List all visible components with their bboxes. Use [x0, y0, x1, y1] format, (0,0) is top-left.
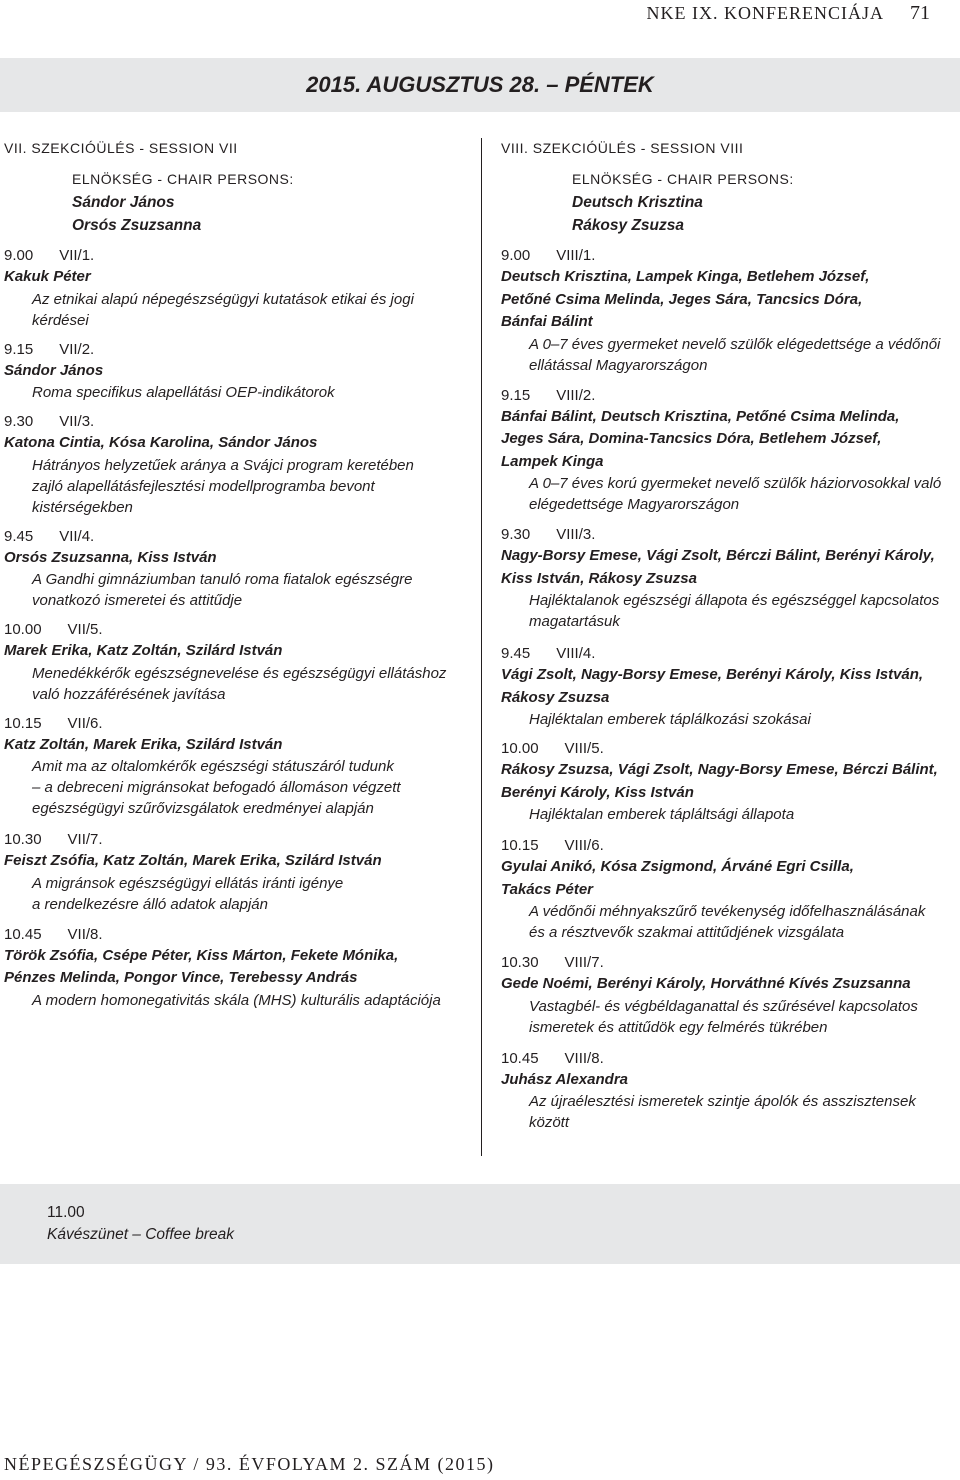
- item-authors: Pénzes Melinda, Pongor Vince, Terebessy András: [4, 969, 358, 986]
- item-time: 10.15: [501, 837, 539, 854]
- program-item: [4, 713, 474, 820]
- item-time-row: [4, 339, 474, 360]
- item-authors: Rákosy Zsuzsa, Vági Zsolt, Nagy-Borsy Emese, Bérczi Bálint,: [501, 761, 938, 778]
- column-divider: [481, 138, 482, 1156]
- item-time: 10.30: [4, 831, 42, 848]
- day-banner: 2015. AUGUSZTUS 28. – PÉNTEK: [0, 58, 960, 112]
- item-title: Roma specifikus alapellátási OEP-indikátorok: [32, 384, 335, 401]
- item-authors: Petőné Csima Melinda, Jeges Sára, Tancsics Dóra,: [501, 290, 863, 308]
- program-item: [501, 245, 951, 376]
- item-code: VII/1.: [59, 247, 95, 264]
- program-item: [501, 952, 951, 1038]
- item-authors: Török Zsófia, Csépe Péter, Kiss Márton, Fekete Mónika,: [4, 946, 399, 964]
- chair-block-left: [72, 168, 294, 237]
- item-authors: Gede Noémi, Berényi Károly, Horváthné Kívés Zsuzsanna: [501, 975, 911, 992]
- item-time-row: [4, 619, 474, 640]
- item-time: 10.45: [4, 925, 42, 943]
- item-time: 10.45: [501, 1049, 539, 1067]
- item-authors: Vági Zsolt, Nagy-Borsy Emese, Berényi Károly, Kiss István,: [501, 666, 924, 683]
- item-authors: Feiszt Zsófia, Katz Zoltán, Marek Erika, Szilárd István: [4, 852, 382, 869]
- item-title: ismeretek és attitűdök egy felmérés tükrében: [529, 1018, 828, 1036]
- session-items-left: [4, 245, 474, 1011]
- program-item: [4, 829, 474, 915]
- session-heading-left: VII. SZEKCIÓÜLÉS - SESSION VII: [4, 140, 238, 156]
- page-number: 71: [910, 2, 930, 24]
- item-code: VIII/5.: [564, 740, 604, 757]
- item-time-row: [4, 245, 474, 266]
- item-time-row: [4, 924, 474, 945]
- item-title: zajló alapellátásfejlesztési modellprogramba bevont: [32, 477, 375, 495]
- item-time-row: [501, 245, 951, 266]
- item-time-row: [4, 411, 474, 432]
- item-title: A migránsok egészségügyi ellátás iránti igénye: [32, 874, 344, 892]
- item-title: Hajléktalan emberek táplálkozási szokásai: [529, 711, 811, 728]
- item-title: Vastagbél- és végbéldaganattal és szűrésével kapcsolatos: [529, 997, 918, 1015]
- coffee-break-box: [0, 1184, 960, 1264]
- item-title: Az újraélesztési ismeretek szintje ápolók és asszisztensek: [529, 1093, 916, 1110]
- item-title: elégedettsége Magyarországon: [529, 496, 740, 513]
- item-authors: Jeges Sára, Domina-Tancsics Dóra, Betlehem József,: [501, 430, 882, 447]
- item-code: VIII/4.: [556, 645, 596, 662]
- item-title: és a résztvevők szakmai attitűdjének vizsgálata: [529, 924, 845, 941]
- item-authors: Kiss István, Rákosy Zsuzsa: [501, 569, 697, 587]
- program-item: [4, 411, 474, 518]
- item-time-row: [4, 829, 474, 850]
- item-time-row: [501, 385, 951, 406]
- session-items-right: [501, 245, 951, 1133]
- item-authors: Katz Zoltán, Marek Erika, Szilárd István: [4, 735, 283, 753]
- item-authors: Juhász Alexandra: [501, 1070, 628, 1088]
- chair-name: Deutsch Krisztina: [572, 194, 703, 211]
- item-time: 9.00: [501, 247, 531, 264]
- coffee-break-label: Kávészünet – Coffee break: [47, 1226, 234, 1243]
- program-item: [501, 1048, 951, 1134]
- item-code: VIII/1.: [556, 247, 596, 264]
- item-authors: Katona Cintia, Kósa Karolina, Sándor János: [4, 434, 318, 451]
- item-authors: Gyulai Anikó, Kósa Zsigmond, Árváné Egri Csilla,: [501, 858, 854, 875]
- item-authors: Sándor János: [4, 361, 104, 379]
- chair-block-right: [572, 168, 794, 237]
- item-authors: Kakuk Péter: [4, 268, 91, 285]
- item-time-row: [501, 643, 951, 664]
- item-authors: Bánfai Bálint, Deutsch Krisztina, Petőné Csima Melinda,: [501, 407, 900, 425]
- item-code: VIII/2.: [556, 386, 596, 404]
- item-time: 9.00: [4, 247, 34, 264]
- program-item: [4, 924, 474, 1011]
- item-time: 10.00: [501, 740, 539, 757]
- session-heading-right: VIII. SZEKCIÓÜLÉS - SESSION VIII: [501, 140, 744, 156]
- item-authors: Deutsch Krisztina, Lampek Kinga, Betlehem József,: [501, 268, 870, 285]
- item-time: 9.45: [501, 645, 531, 662]
- item-authors: Rákosy Zsuzsa: [501, 688, 610, 706]
- item-title: Hátrányos helyzetűek aránya a Svájci program keretében: [32, 456, 414, 474]
- item-time: 9.30: [4, 413, 34, 430]
- program-item: [4, 245, 474, 331]
- item-title: – a debreceni migránsokat befogadó állomáson végzett: [32, 779, 401, 796]
- item-title: A 0–7 éves gyermeket nevelő szülők elégedettsége a védőnői: [529, 335, 941, 353]
- item-title: a rendelkezésre álló adatok alapján: [32, 895, 268, 913]
- coffee-break-time: 11.00: [47, 1204, 85, 1221]
- running-head: [647, 2, 931, 25]
- program-item: [4, 339, 474, 404]
- item-authors: Takács Péter: [501, 880, 594, 898]
- chair-label: ELNÖKSÉG - CHAIR PERSONS:: [72, 171, 294, 187]
- program-item: [501, 385, 951, 516]
- item-title: Amit ma az oltalomkérők egészségi státuszáról tudunk: [32, 758, 394, 775]
- item-time-row: [4, 526, 474, 547]
- item-title: között: [529, 1114, 570, 1131]
- item-time-row: [501, 1048, 951, 1069]
- item-code: VII/6.: [67, 714, 103, 732]
- chair-label: ELNÖKSÉG - CHAIR PERSONS:: [572, 171, 794, 187]
- item-time-row: [501, 835, 951, 856]
- item-title: kistérségekben: [32, 498, 133, 516]
- item-code: VIII/3.: [556, 526, 596, 543]
- item-title: Menedékkérők egészségnevelése és egészségügyi ellátáshoz: [32, 664, 447, 682]
- program-item: [501, 643, 951, 730]
- item-code: VII/8.: [67, 925, 103, 943]
- program-item: [501, 524, 951, 632]
- item-title: vonatkozó ismeretei és attitűdje: [32, 592, 243, 609]
- item-time-row: [501, 524, 951, 545]
- item-title: ellátással Magyarországon: [529, 356, 708, 374]
- item-authors: Marek Erika, Katz Zoltán, Szilárd István: [4, 642, 283, 659]
- item-code: VII/2.: [59, 340, 95, 358]
- program-item: [4, 526, 474, 612]
- item-title: A védőnői méhnyakszűrő tevékenység időfelhasználásának: [529, 903, 926, 920]
- item-title: magatartásuk: [529, 613, 620, 630]
- item-authors: Orsós Zsuzsanna, Kiss István: [4, 548, 217, 566]
- item-title: egészségügyi szűrővizsgálatok eredményei alapján: [32, 800, 374, 817]
- journal-header: NKE IX. KONFERENCIÁJA: [646, 3, 884, 23]
- item-authors: Lampek Kinga: [501, 452, 604, 470]
- item-code: VII/5.: [67, 621, 103, 638]
- chair-name: Sándor János: [72, 194, 175, 211]
- chair-name: Orsós Zsuzsanna: [72, 217, 202, 234]
- item-code: VIII/8.: [564, 1049, 604, 1067]
- item-code: VIII/6.: [564, 837, 604, 854]
- item-title: Hajléktalanok egészségi állapota és egészséggel kapcsolatos: [529, 592, 940, 609]
- page-footer: NÉPEGÉSZSÉGÜGY / 93. ÉVFOLYAM 2. SZÁM (2015): [4, 1454, 495, 1474]
- program-item: [501, 835, 951, 943]
- item-title: Az etnikai alapú népegészségügyi kutatások etikai és jogi: [32, 290, 414, 308]
- item-authors: Nagy-Borsy Emese, Vági Zsolt, Bérczi Bálint, Berényi Károly,: [501, 547, 935, 564]
- item-code: VIII/7.: [564, 954, 604, 971]
- item-time: 9.45: [4, 527, 34, 545]
- item-time-row: [501, 952, 951, 973]
- item-title: A Gandhi gimnáziumban tanuló roma fiatalok egészségre: [32, 571, 413, 588]
- program-item: [501, 738, 951, 825]
- item-code: VII/4.: [59, 527, 95, 545]
- item-time: 10.15: [4, 714, 42, 732]
- item-title: A 0–7 éves korú gyermeket nevelő szülők háziorvosokkal való: [529, 475, 942, 492]
- item-time: 9.30: [501, 526, 531, 543]
- item-time: 10.30: [501, 954, 539, 971]
- item-code: VII/7.: [67, 831, 103, 848]
- item-authors: Bánfai Bálint: [501, 313, 593, 330]
- item-title: Hajléktalan emberek tápláltsági állapota: [529, 806, 795, 823]
- item-time: 9.15: [4, 340, 34, 358]
- item-time: 10.00: [4, 621, 42, 638]
- item-title: A modern homonegativitás skála (MHS) kulturális adaptációja: [32, 991, 441, 1009]
- item-time-row: [501, 738, 951, 759]
- item-time: 9.15: [501, 386, 531, 404]
- item-time-row: [4, 713, 474, 734]
- chair-name: Rákosy Zsuzsa: [572, 217, 684, 234]
- item-authors: Berényi Károly, Kiss István: [501, 783, 694, 801]
- item-code: VII/3.: [59, 413, 95, 430]
- program-item: [4, 619, 474, 705]
- item-title: kérdései: [32, 311, 89, 329]
- item-title: való hozzáférésének javítása: [32, 685, 226, 703]
